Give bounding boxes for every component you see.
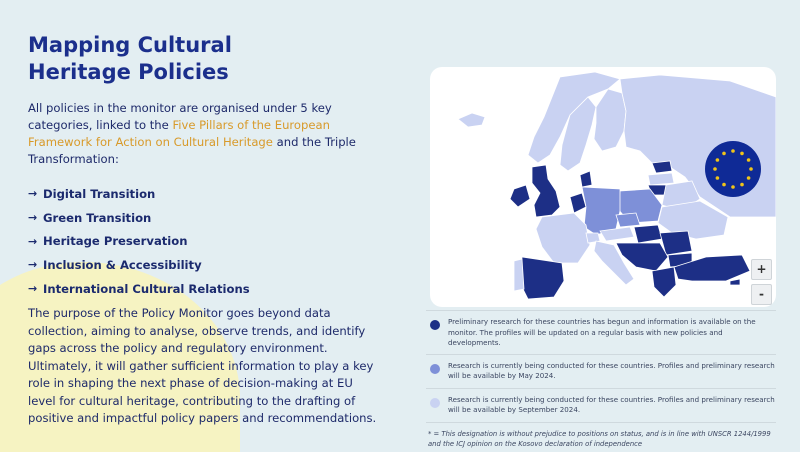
- pillar-label: Heritage Preservation: [43, 234, 188, 249]
- pillar-heritage-preservation: [28, 229, 368, 253]
- arrow-right-icon: →: [28, 282, 38, 296]
- page-title: Mapping Cultural Heritage Policies: [28, 33, 232, 84]
- country-ireland[interactable]: [510, 185, 530, 207]
- legend-footnote: * = This designation is without prejudice to positions on status, and is in line with UNSCR 1244/1999 and the ICJ opinion on the Kosovo declaration of independence: [428, 429, 771, 448]
- country-finland[interactable]: [594, 89, 626, 151]
- five-pillars-link[interactable]: Five Pillars of the European Framework for Action on Cultural Heritage: [28, 118, 330, 149]
- purpose-paragraph: The purpose of the Policy Monitor goes beyond data collection, aiming to analyse, observe trends, and identify gaps across the policy and regulatory environment. Ultimately, it will gather sufficient information to play a key role in shaping the next phase of decision-making at EU level for cultural heritage, contributing to the drafting of positive and impactful policy papers and recommendations.: [28, 306, 377, 425]
- country-cyprus[interactable]: [730, 279, 740, 285]
- intro-text-before: All policies in the monitor are organised under 5 key categories, linked to the: [28, 101, 332, 132]
- pillar-label: International Cultural Relations: [43, 281, 250, 296]
- intro-section: [28, 32, 368, 300]
- legend-item-medium: [426, 355, 776, 389]
- legend-text: Research is currently being conducted for these countries. Profiles and preliminary research will be available by September 2024.: [448, 394, 775, 414]
- arrow-right-icon: →: [28, 258, 38, 272]
- country-denmark[interactable]: [580, 171, 592, 187]
- pillar-international-cultural-relations: [28, 277, 368, 301]
- eu-flag-marker[interactable]: [705, 141, 761, 197]
- country-portugal[interactable]: [514, 259, 524, 291]
- pillar-label: Inclusion & Accessibility: [43, 257, 202, 272]
- country-estonia[interactable]: [652, 161, 672, 173]
- pillar-label: Digital Transition: [43, 186, 156, 201]
- legend-dot-light: [430, 398, 440, 408]
- intro-text-after: and the Triple Transformation:: [28, 135, 356, 166]
- country-germany[interactable]: [582, 187, 620, 235]
- intro-paragraph: [28, 100, 373, 168]
- legend-dot-dark: [430, 320, 440, 330]
- country-greece[interactable]: [652, 267, 676, 297]
- country-spain[interactable]: [520, 257, 564, 299]
- pillar-inclusion-accessibility: [28, 253, 368, 277]
- legend-text: Preliminary research for these countries has begun and information is available on the monitor. The profiles will be updated on a regular basis with new policies and developments.: [448, 317, 756, 347]
- europe-map-svg[interactable]: [430, 67, 776, 307]
- pillar-digital-transition: [28, 182, 368, 206]
- country-czechia[interactable]: [616, 213, 640, 227]
- pillars-list: [28, 182, 368, 300]
- country-hungary[interactable]: [634, 225, 662, 243]
- zoom-out-button[interactable]: -: [751, 284, 772, 305]
- legend-item-dark: [426, 310, 776, 355]
- legend-item-light: [426, 389, 776, 423]
- country-iceland[interactable]: [458, 113, 485, 127]
- pillar-label: Green Transition: [43, 210, 152, 225]
- arrow-right-icon: →: [28, 187, 38, 201]
- country-france[interactable]: [536, 213, 590, 263]
- zoom-in-button[interactable]: +: [751, 259, 772, 280]
- legend-text: Research is currently being conducted for these countries. Profiles and preliminary research will be available by May 2024.: [448, 360, 775, 380]
- country-united-kingdom[interactable]: [532, 165, 560, 217]
- map-legend: [426, 310, 776, 449]
- europe-map[interactable]: [430, 67, 776, 307]
- pillar-green-transition: [28, 206, 368, 230]
- country-latvia[interactable]: [648, 173, 674, 185]
- arrow-right-icon: →: [28, 234, 38, 248]
- arrow-right-icon: →: [28, 211, 38, 225]
- legend-dot-medium: [430, 364, 440, 374]
